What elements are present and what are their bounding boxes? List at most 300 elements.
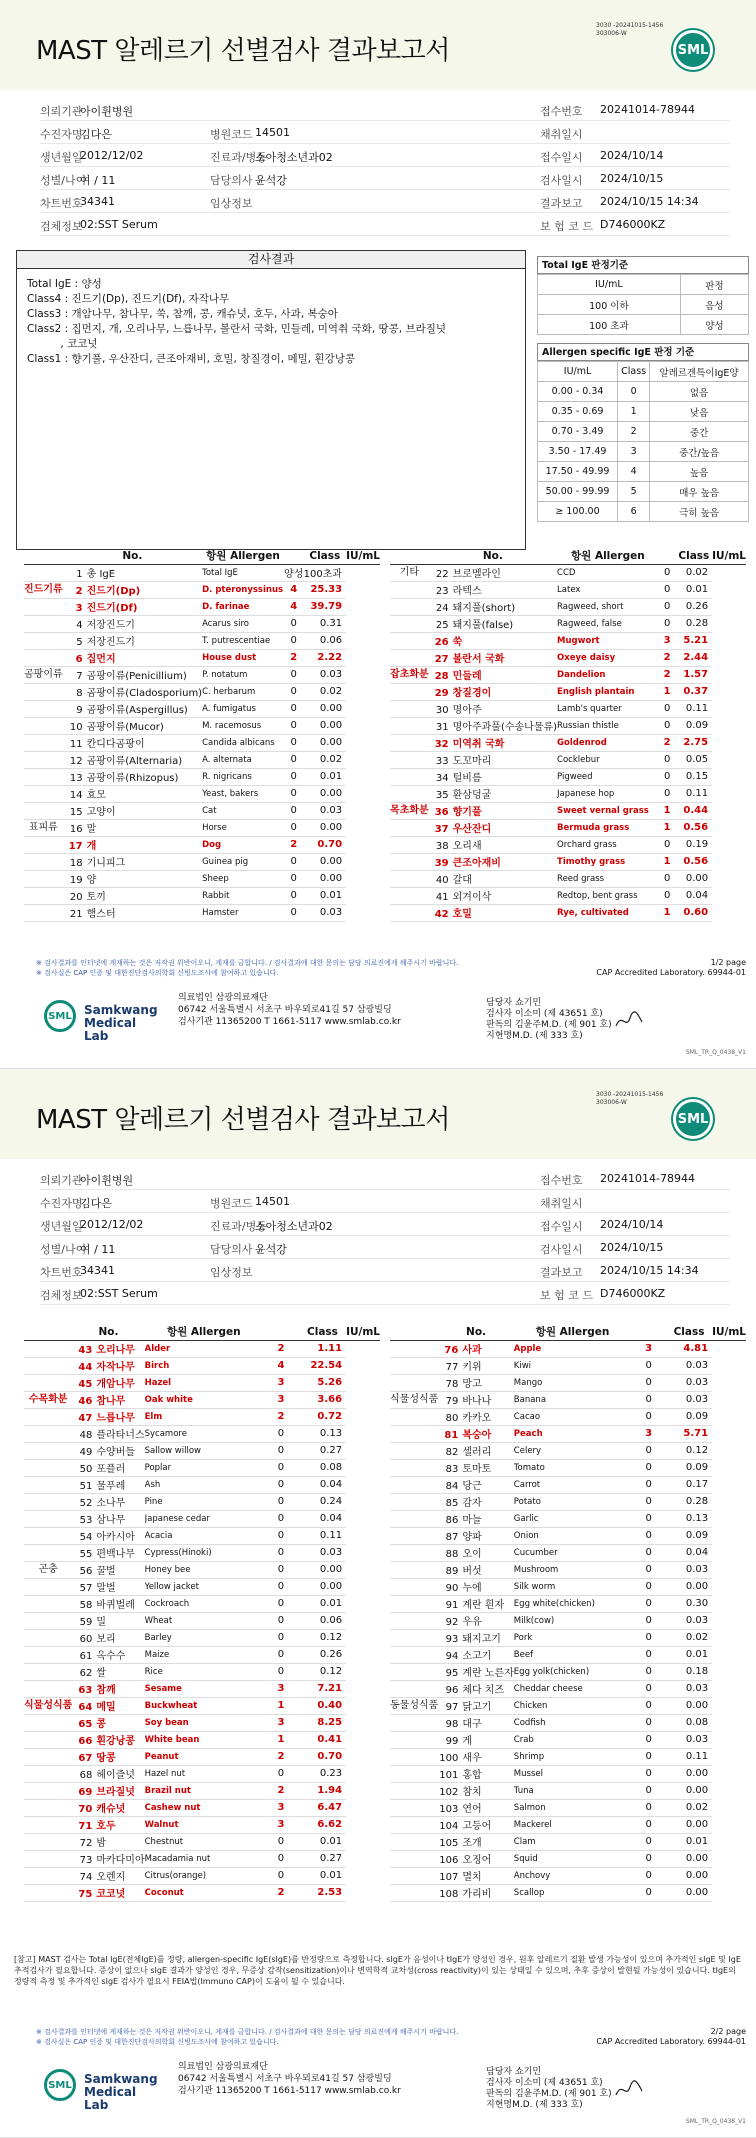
allergen-en: Japanese hop bbox=[557, 785, 659, 802]
allergen-row bbox=[24, 1867, 380, 1884]
allergen-value: 0.03 bbox=[304, 802, 347, 819]
allergen-name bbox=[429, 666, 557, 683]
allergen-value: 0.28 bbox=[676, 615, 712, 632]
allergen-ko: 털비름 bbox=[452, 773, 482, 784]
group-label bbox=[24, 1884, 72, 1901]
criteria-row bbox=[538, 482, 749, 502]
cap-note: ※ 검사실은 CAP 인증 및 대한진단검사의학회 신빙도조사에 참여하고 있습니다. bbox=[36, 969, 279, 977]
allergen-name bbox=[63, 836, 202, 853]
allergen-value: 0.08 bbox=[299, 1459, 346, 1476]
allergen-en: Chestnut bbox=[145, 1833, 263, 1850]
allergen-ko: 자작나무 bbox=[96, 1362, 135, 1373]
allergen-no: 17 bbox=[68, 841, 83, 852]
allergen-value: 0.11 bbox=[676, 785, 712, 802]
allergen-no: 24 bbox=[435, 603, 449, 614]
criteria-header bbox=[538, 362, 749, 382]
group-label bbox=[390, 1595, 438, 1612]
allergen-name bbox=[72, 1408, 144, 1425]
allergen-name bbox=[429, 717, 557, 734]
allergen-en: M. racemosus bbox=[202, 717, 284, 734]
allergen-no: 12 bbox=[69, 756, 83, 767]
allergen-ko: 마늘 bbox=[462, 1515, 482, 1526]
allergen-class: 3 bbox=[263, 1680, 299, 1697]
allergen-no: 16 bbox=[69, 824, 83, 835]
allergen-name bbox=[72, 1765, 144, 1782]
allergen-no: 46 bbox=[78, 1396, 93, 1407]
info-value-birth: 2012/12/02 bbox=[80, 149, 144, 162]
allergen-no: 52 bbox=[79, 1498, 93, 1509]
allergen-no: 25 bbox=[435, 620, 449, 631]
allergen-class: 0 bbox=[631, 1867, 666, 1884]
allergen-value: 0.03 bbox=[304, 904, 347, 921]
info-row bbox=[40, 1190, 730, 1213]
allergen-en: Coconut bbox=[145, 1884, 263, 1901]
group-label bbox=[24, 1714, 72, 1731]
allergen-class: 0 bbox=[284, 632, 304, 649]
criteria-cell: 높음 bbox=[650, 462, 749, 482]
allergen-no: 45 bbox=[78, 1379, 93, 1390]
allergen-value: 0.56 bbox=[676, 819, 712, 836]
allergen-no: 3 bbox=[75, 603, 83, 614]
info-label-blood: 채취일시 bbox=[540, 128, 583, 141]
allergen-en: A. fumigatus bbox=[202, 700, 284, 717]
allergen-row bbox=[390, 717, 746, 734]
allergen-name bbox=[72, 1459, 144, 1476]
allergen-ko: 포플러 bbox=[96, 1464, 126, 1475]
allergen-en: Egg white(chicken) bbox=[514, 1595, 632, 1612]
allergen-row bbox=[390, 1595, 746, 1612]
allergen-ko: 참치 bbox=[462, 1787, 482, 1798]
allergen-name bbox=[72, 1782, 144, 1799]
allergen-class: 0 bbox=[631, 1731, 666, 1748]
allergen-row bbox=[390, 1425, 746, 1442]
allergen-row bbox=[24, 1680, 380, 1697]
allergen-no: 22 bbox=[435, 569, 449, 580]
allergen-row bbox=[390, 632, 746, 649]
info-value-tdate: 2024/10/15 bbox=[600, 1241, 664, 1254]
info-row bbox=[40, 213, 730, 236]
allergen-no: 98 bbox=[445, 1719, 459, 1730]
allergen-value: 0.00 bbox=[304, 870, 347, 887]
allergen-row bbox=[390, 1493, 746, 1510]
allergen-row bbox=[390, 1459, 746, 1476]
allergen-class: 3 bbox=[263, 1391, 299, 1408]
info-value-dept: 소아청소년과02 bbox=[255, 1220, 333, 1233]
allergen-class: 0 bbox=[263, 1544, 299, 1561]
allergen-ko: 곰팡이류(Cladosporium) bbox=[86, 688, 203, 699]
allergen-value: 1.94 bbox=[299, 1782, 346, 1799]
allergen-ko: 쌀 bbox=[96, 1668, 106, 1679]
allergen-en: Goldenrod bbox=[557, 734, 659, 751]
group-label bbox=[24, 734, 63, 751]
allergen-no: 6 bbox=[75, 654, 83, 665]
allergen-value: 0.08 bbox=[666, 1714, 712, 1731]
group-label bbox=[24, 1867, 72, 1884]
allergen-no: 1 bbox=[76, 569, 83, 580]
allergen-ko: 곰팡이류(Penicillium) bbox=[86, 671, 187, 682]
allergen-ko: 코코넛 bbox=[96, 1889, 126, 1900]
allergen-class: 0 bbox=[263, 1527, 299, 1544]
allergen-name bbox=[63, 615, 202, 632]
allergen-class: 0 bbox=[284, 615, 304, 632]
allergen-name bbox=[438, 1697, 513, 1714]
group-label bbox=[24, 802, 63, 819]
criteria-cell: 낮음 bbox=[650, 402, 749, 422]
info-value-dept: 소아청소년과02 bbox=[255, 151, 333, 164]
report-header bbox=[0, 1069, 756, 1159]
allergen-en-col bbox=[631, 1324, 666, 1340]
allergen-class: 1 bbox=[263, 1731, 299, 1748]
allergen-value: 39.79 bbox=[304, 598, 347, 615]
allergen-ko: 쑥 bbox=[452, 637, 463, 648]
allergen-class: 4 bbox=[284, 598, 304, 615]
group-label bbox=[24, 1799, 72, 1816]
allergen-en: Peach bbox=[514, 1425, 632, 1442]
allergen-class: 0 bbox=[263, 1646, 299, 1663]
group-label bbox=[390, 1408, 438, 1425]
page-number: 1/2 page CAP Accredited Laboratory. 69944-01 bbox=[596, 958, 746, 977]
table-header bbox=[24, 548, 380, 564]
allergen-no: 32 bbox=[434, 739, 449, 750]
allergen-no: 33 bbox=[435, 756, 449, 767]
allergen-name bbox=[63, 717, 202, 734]
info-label-clin: 임상정보 bbox=[210, 197, 253, 210]
allergen-no: 11 bbox=[69, 739, 83, 750]
info-label-tdate: 검사일시 bbox=[540, 1243, 583, 1256]
allergen-row bbox=[24, 751, 380, 768]
cap-note: ※ 검사실은 CAP 인증 및 대한진단검사의학회 신빙도조사에 참여하고 있습니다. bbox=[36, 2038, 279, 2046]
allergen-en: Buckwheat bbox=[145, 1697, 263, 1714]
allergen-en: Citrus(orange) bbox=[145, 1867, 263, 1884]
allergen-class: 0 bbox=[263, 1425, 299, 1442]
allergen-name bbox=[438, 1680, 513, 1697]
allergen-ko: 망고 bbox=[462, 1379, 482, 1390]
allergen-en: Yeast, bakers bbox=[202, 785, 284, 802]
allergen-no: 40 bbox=[435, 875, 449, 886]
allergen-en: Rabbit bbox=[202, 887, 284, 904]
group-label bbox=[24, 836, 63, 853]
allergen-no: 105 bbox=[439, 1838, 459, 1849]
allergen-row bbox=[390, 649, 746, 666]
allergen-name bbox=[429, 836, 557, 853]
info-label-tdate: 검사일시 bbox=[540, 174, 583, 187]
allergen-no: 47 bbox=[78, 1413, 93, 1424]
group-label bbox=[390, 1561, 438, 1578]
total-criteria-table bbox=[537, 274, 749, 335]
allergen-ko: 꿀벌 bbox=[96, 1566, 116, 1577]
allergen-col: 항원 Allergen bbox=[202, 548, 284, 564]
allergen-class: 0 bbox=[631, 1680, 666, 1697]
report-code: 3030 -20241015-1456 303006-W bbox=[596, 22, 664, 37]
allergen-class: 1 bbox=[659, 853, 676, 870]
allergen-en: Dog bbox=[202, 836, 284, 853]
allergen-row bbox=[390, 1680, 746, 1697]
footer-logo: SML Samkwang Medical Lab bbox=[44, 2065, 154, 2111]
allergen-name bbox=[429, 615, 557, 632]
allergen-value: 0.70 bbox=[299, 1748, 346, 1765]
allergen-row bbox=[24, 666, 380, 683]
allergen-table-left bbox=[24, 548, 380, 922]
allergen-class: 0 bbox=[263, 1493, 299, 1510]
allergen-value: 0.00 bbox=[304, 785, 347, 802]
allergen-name bbox=[438, 1748, 513, 1765]
allergen-en: Latex bbox=[557, 581, 659, 598]
class-col: Class bbox=[676, 548, 712, 564]
allergen-row bbox=[390, 904, 746, 921]
allergen-no: 59 bbox=[79, 1617, 93, 1628]
info-value-ins: D746000KZ bbox=[600, 1287, 666, 1300]
allergen-class: 2 bbox=[659, 649, 676, 666]
allergen-en: Tuna bbox=[514, 1782, 632, 1799]
allergen-row bbox=[24, 904, 380, 921]
allergen-en: Cypress(Hinoki) bbox=[145, 1544, 263, 1561]
allergen-row bbox=[390, 1629, 746, 1646]
allergen-value: 0.15 bbox=[676, 768, 712, 785]
allergen-name bbox=[429, 564, 557, 581]
allergen-name bbox=[438, 1782, 513, 1799]
info-row bbox=[40, 190, 730, 213]
allergen-value: 0.01 bbox=[304, 768, 347, 785]
allergen-class: 2 bbox=[263, 1408, 299, 1425]
allergen-value: 0.00 bbox=[666, 1884, 712, 1901]
allergen-no: 8 bbox=[76, 688, 83, 699]
allergen-en: Reed grass bbox=[557, 870, 659, 887]
allergen-ko: 말 bbox=[86, 824, 97, 835]
group-label bbox=[390, 1799, 438, 1816]
allergen-no: 35 bbox=[435, 790, 449, 801]
group-label bbox=[390, 1578, 438, 1595]
footer-address: 의료법인 삼광의료재단 06742 서울특별시 서초구 바우뫼로41길 57 삼광빌딩 검사기관 11365200 T 1661-5117 www.smlab.co.kr bbox=[178, 2062, 401, 2096]
allergen-value: 0.30 bbox=[666, 1595, 712, 1612]
info-row bbox=[40, 1259, 730, 1282]
allergen-value: 0.60 bbox=[676, 904, 712, 921]
criteria-cell: 100 초과 bbox=[538, 315, 681, 335]
allergen-no: 95 bbox=[445, 1668, 459, 1679]
allergen-row bbox=[390, 1714, 746, 1731]
allergen-value: 0.03 bbox=[666, 1357, 712, 1374]
group-col bbox=[24, 548, 63, 564]
criteria-head-cell: 알레르겐특이IgE양 bbox=[650, 362, 749, 382]
allergen-name bbox=[438, 1867, 513, 1884]
group-label bbox=[390, 632, 429, 649]
allergen-name bbox=[63, 666, 202, 683]
allergen-en: Salmon bbox=[514, 1799, 632, 1816]
allergen-name bbox=[72, 1442, 144, 1459]
criteria-head-cell: Class bbox=[618, 362, 650, 382]
group-col bbox=[24, 1324, 72, 1340]
allergen-no: 39 bbox=[434, 858, 449, 869]
allergen-class: 0 bbox=[263, 1663, 299, 1680]
allergen-name bbox=[72, 1850, 144, 1867]
allergen-ko: 닭고기 bbox=[462, 1702, 492, 1713]
allergen-ko: 저장진드기 bbox=[86, 620, 135, 631]
allergen-class: 2 bbox=[263, 1340, 299, 1357]
group-label bbox=[24, 853, 63, 870]
allergen-row bbox=[390, 1391, 746, 1408]
allergen-class: 1 bbox=[659, 683, 676, 700]
allergen-ko: 민들레 bbox=[452, 671, 482, 682]
allergen-row bbox=[24, 802, 380, 819]
allergen-en: Japanese cedar bbox=[145, 1510, 263, 1527]
allergen-en: Timothy grass bbox=[557, 853, 659, 870]
group-label bbox=[390, 1442, 438, 1459]
allergen-ko: 브로멜라인 bbox=[452, 569, 501, 580]
info-row bbox=[40, 1213, 730, 1236]
allergen-row bbox=[24, 564, 380, 581]
group-label bbox=[24, 751, 63, 768]
allergen-en: Egg yolk(chicken) bbox=[514, 1663, 632, 1680]
group-label bbox=[390, 1340, 438, 1357]
allergen-class: 2 bbox=[263, 1782, 299, 1799]
allergen-name bbox=[72, 1799, 144, 1816]
allergen-row bbox=[24, 1442, 380, 1459]
allergen-value: 0.09 bbox=[676, 717, 712, 734]
no-col: No. bbox=[72, 1324, 144, 1340]
info-value-hospital: 아이휜병원 bbox=[80, 105, 134, 118]
allergen-value: 1.11 bbox=[299, 1340, 346, 1357]
allergen-ko: 계란 노른자 bbox=[462, 1668, 514, 1679]
allergen-en: A. alternata bbox=[202, 751, 284, 768]
group-label bbox=[390, 598, 429, 615]
allergen-en-col bbox=[659, 548, 676, 564]
allergen-value: 0.12 bbox=[666, 1442, 712, 1459]
criteria-cell: 극히 높음 bbox=[650, 502, 749, 522]
allergen-class: 0 bbox=[631, 1442, 666, 1459]
info-label-dept: 진료과/병동 bbox=[210, 1220, 267, 1233]
allergen-row bbox=[24, 1561, 380, 1578]
allergen-row bbox=[390, 666, 746, 683]
allergen-en: Macadamia nut bbox=[145, 1850, 263, 1867]
allergen-en: White bean bbox=[145, 1731, 263, 1748]
allergen-no: 57 bbox=[79, 1583, 93, 1594]
group-label bbox=[390, 1850, 438, 1867]
allergen-ko: 셀러리 bbox=[462, 1447, 492, 1458]
table-header bbox=[390, 548, 746, 564]
allergen-en: Crab bbox=[514, 1731, 632, 1748]
allergen-name bbox=[72, 1561, 144, 1578]
allergen-value: 0.27 bbox=[299, 1850, 346, 1867]
allergen-ko: 외겨이삭 bbox=[452, 892, 492, 903]
allergen-no: 103 bbox=[439, 1804, 459, 1815]
allergen-row bbox=[24, 887, 380, 904]
allergen-no: 100 bbox=[439, 1753, 459, 1764]
table-header bbox=[390, 1324, 746, 1340]
allergen-ko: 큰조아재비 bbox=[452, 858, 501, 869]
group-label bbox=[24, 904, 63, 921]
info-label-receipt: 접수번호 bbox=[540, 105, 583, 118]
allergen-value: 0.31 bbox=[304, 615, 347, 632]
allergen-class: 0 bbox=[631, 1714, 666, 1731]
allergen-value: 1.57 bbox=[676, 666, 712, 683]
info-value-sex: 여 / 11 bbox=[80, 174, 116, 187]
allergen-ko: 곰팡이류(Rhizopus) bbox=[86, 773, 179, 784]
info-label-spec: 검체정보 bbox=[40, 220, 83, 233]
allergen-name bbox=[63, 564, 202, 581]
no-col: No. bbox=[429, 548, 557, 564]
group-label bbox=[24, 1578, 72, 1595]
allergen-row bbox=[24, 1816, 380, 1833]
allergen-value: 0.01 bbox=[666, 1833, 712, 1850]
info-label-ins: 보 험 코 드 bbox=[540, 1289, 593, 1302]
allergen-en: Pigweed bbox=[557, 768, 659, 785]
group-label bbox=[24, 1680, 72, 1697]
allergen-en: T. putrescentiae bbox=[202, 632, 284, 649]
allergen-name bbox=[63, 870, 202, 887]
allergen-class: 0 bbox=[631, 1816, 666, 1833]
allergen-en: Potato bbox=[514, 1493, 632, 1510]
allergen-ko: 헤이즐넛 bbox=[96, 1770, 135, 1781]
allergen-name bbox=[438, 1714, 513, 1731]
allergen-en: Ragweed, short bbox=[557, 598, 659, 615]
info-label-rdate: 접수일시 bbox=[540, 151, 583, 164]
allergen-row bbox=[390, 683, 746, 700]
allergen-value: 0.11 bbox=[666, 1748, 712, 1765]
result-summary bbox=[16, 250, 526, 550]
group-label bbox=[390, 734, 429, 751]
allergen-class: 0 bbox=[631, 1765, 666, 1782]
criteria-cell: 0.70 - 3.49 bbox=[538, 422, 618, 442]
group-label bbox=[390, 1816, 438, 1833]
group-label bbox=[24, 615, 63, 632]
group-label bbox=[24, 1663, 72, 1680]
allergen-name bbox=[72, 1731, 144, 1748]
allergen-en: Hazel bbox=[145, 1374, 263, 1391]
allergen-en: Rye, cultivated bbox=[557, 904, 659, 921]
allergen-class: 4 bbox=[284, 581, 304, 598]
allergen-name bbox=[429, 581, 557, 598]
group-label bbox=[24, 649, 63, 666]
group-label bbox=[390, 1867, 438, 1884]
allergen-class: 0 bbox=[284, 870, 304, 887]
allergen-ko: 오이 bbox=[462, 1549, 482, 1560]
criteria-header bbox=[538, 275, 749, 295]
allergen-row bbox=[390, 1374, 746, 1391]
group-label bbox=[390, 1663, 438, 1680]
criteria-cell: 50.00 - 99.99 bbox=[538, 482, 618, 502]
group-label bbox=[24, 1595, 72, 1612]
allergen-no: 49 bbox=[79, 1447, 93, 1458]
allergen-class: 3 bbox=[263, 1374, 299, 1391]
allergen-class: 0 bbox=[631, 1884, 666, 1901]
allergen-value: 2.53 bbox=[299, 1884, 346, 1901]
info-label-blood: 채취일시 bbox=[540, 1197, 583, 1210]
allergen-ko: 대구 bbox=[462, 1719, 482, 1730]
group-label: 동물성식품 bbox=[390, 1697, 438, 1714]
allergen-row bbox=[24, 870, 380, 887]
allergen-no: 78 bbox=[445, 1379, 459, 1390]
allergen-row bbox=[24, 1612, 380, 1629]
allergen-en: Shrimp bbox=[514, 1748, 632, 1765]
allergen-row bbox=[390, 785, 746, 802]
allergen-en: Walnut bbox=[145, 1816, 263, 1833]
allergen-value: 0.00 bbox=[666, 1867, 712, 1884]
allergen-no: 91 bbox=[445, 1600, 459, 1611]
allergen-value: 6.47 bbox=[299, 1799, 346, 1816]
allergen-class: 2 bbox=[284, 649, 304, 666]
group-label bbox=[390, 683, 429, 700]
allergen-no: 48 bbox=[79, 1430, 93, 1441]
allergen-name bbox=[72, 1680, 144, 1697]
allergen-ko: 돼지풀(false) bbox=[452, 620, 514, 631]
allergen-class: 3 bbox=[659, 632, 676, 649]
allergen-name bbox=[72, 1527, 144, 1544]
group-label: 곤충 bbox=[24, 1561, 72, 1578]
allergen-name bbox=[438, 1884, 513, 1901]
allergen-class: 0 bbox=[631, 1374, 666, 1391]
allergen-row bbox=[390, 1799, 746, 1816]
allergen-class: 0 bbox=[284, 768, 304, 785]
group-label bbox=[24, 1340, 72, 1357]
